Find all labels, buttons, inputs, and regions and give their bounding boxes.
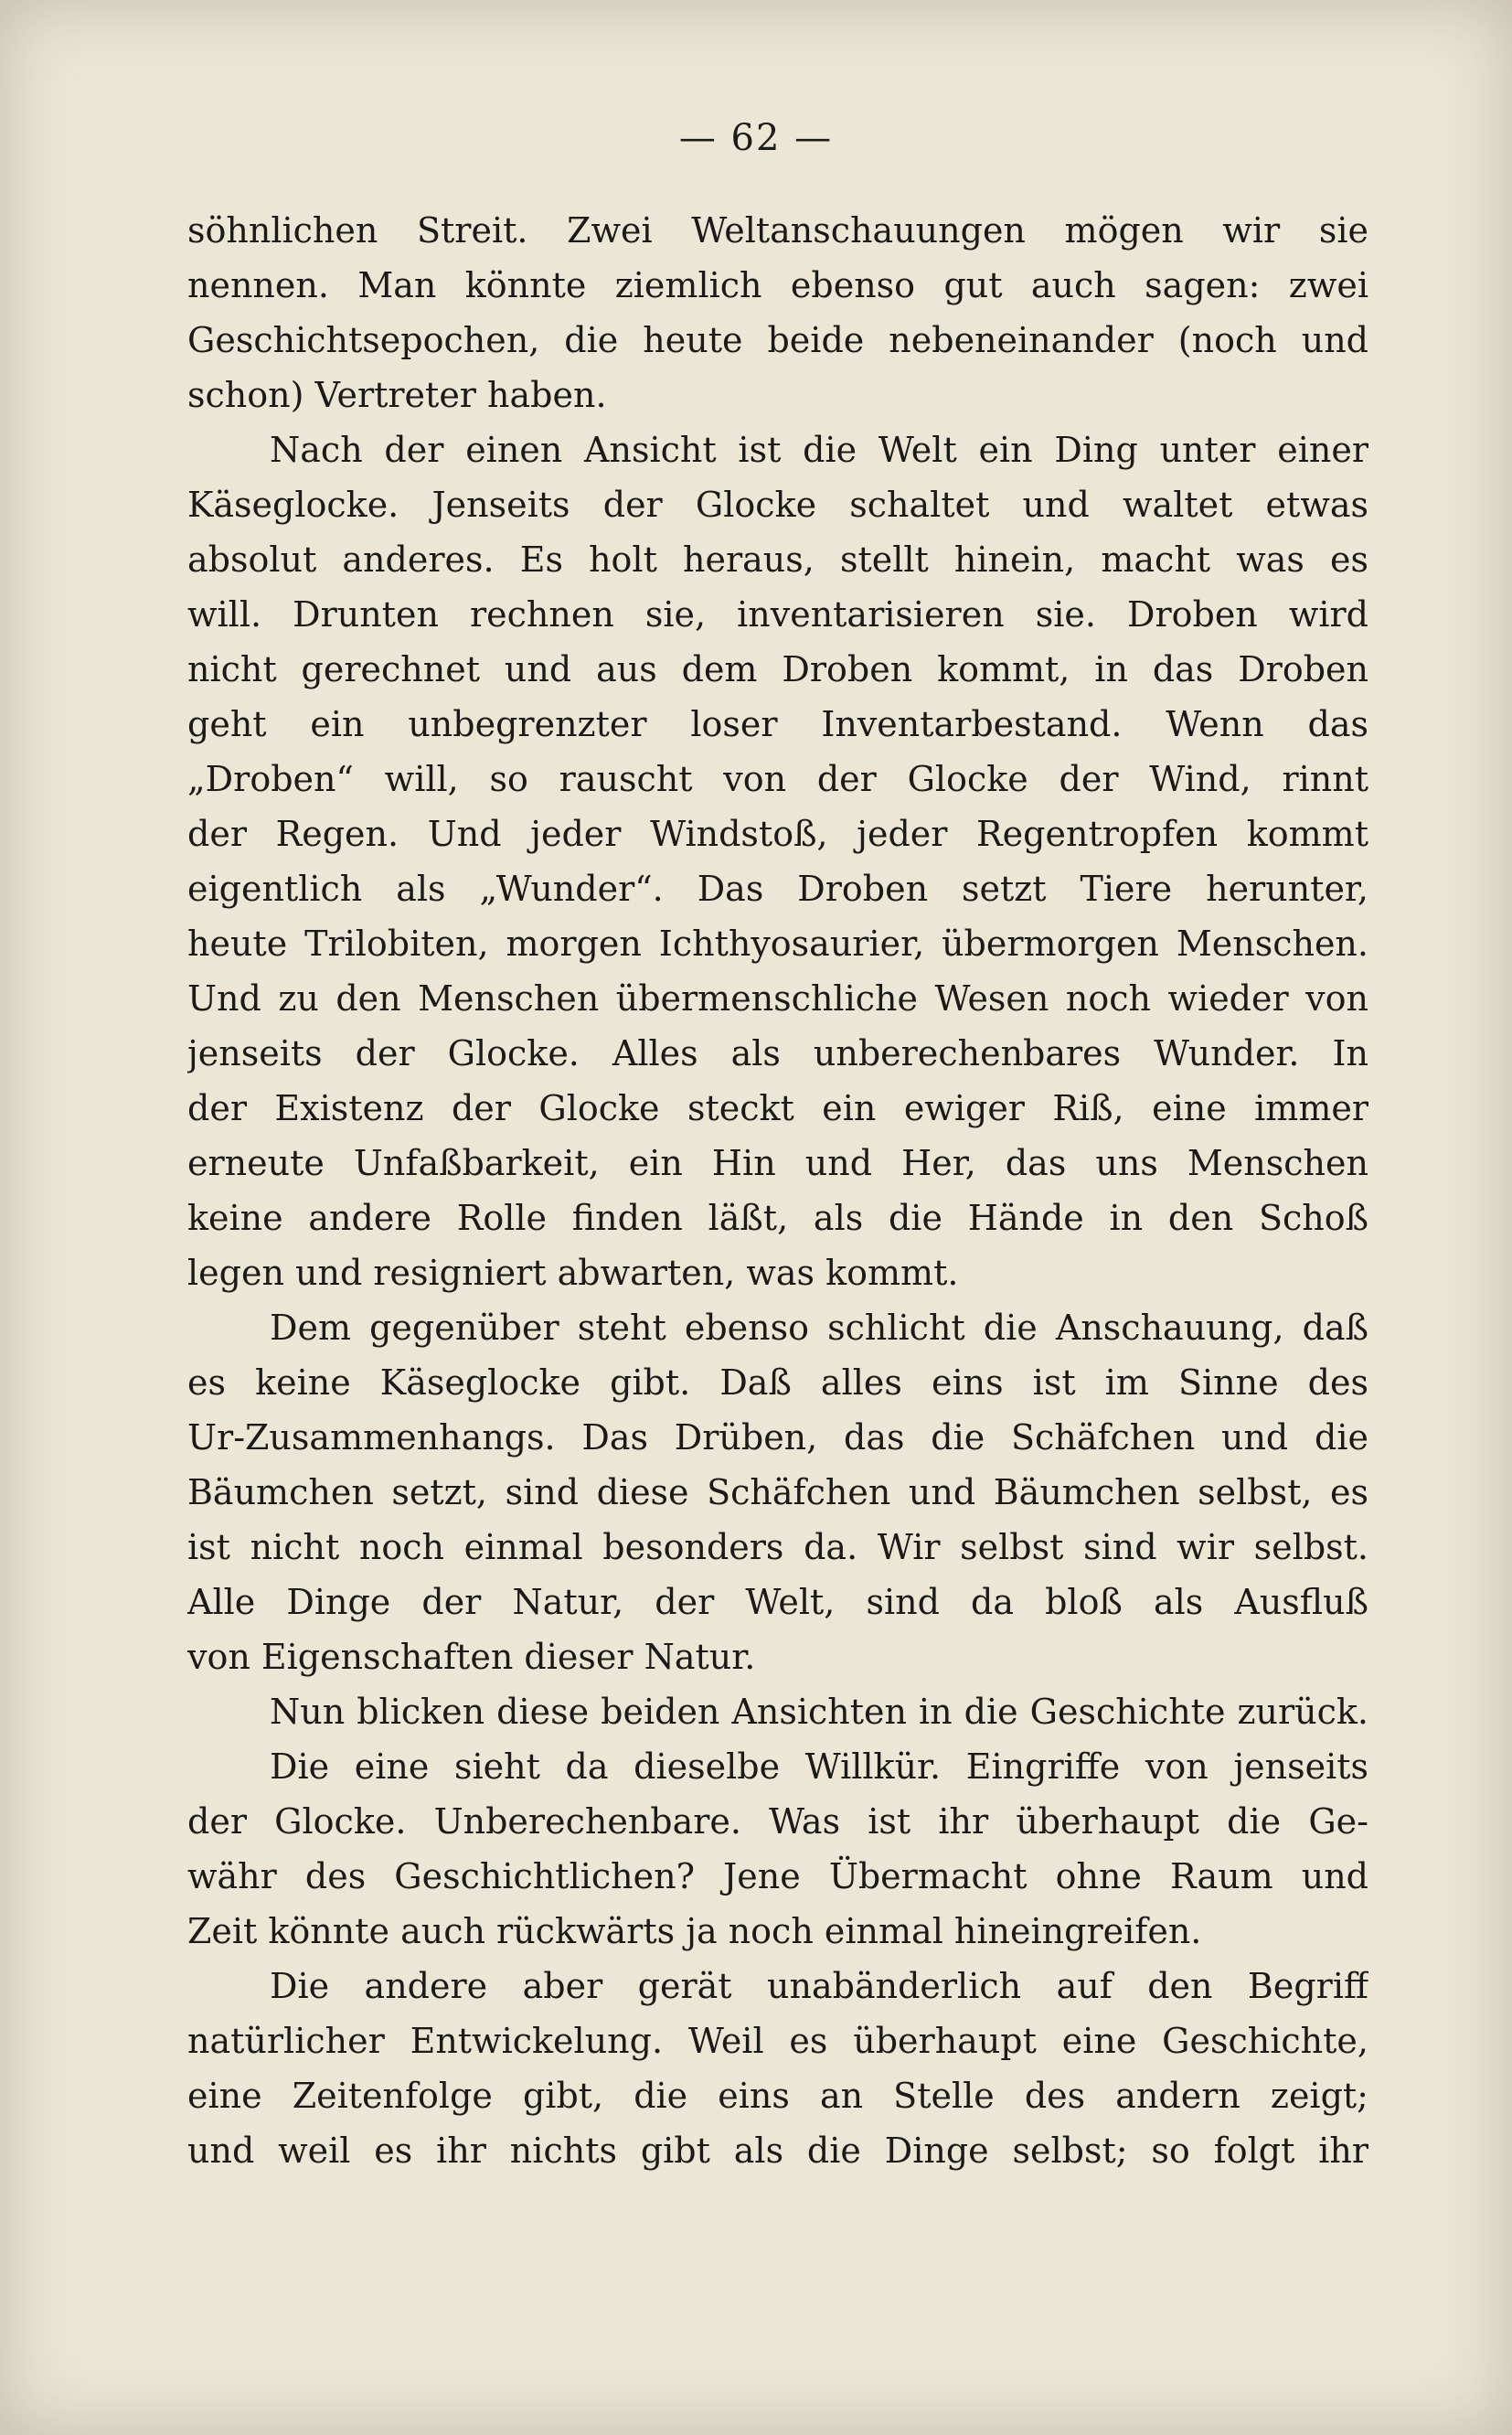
- text-line: keine andere Rolle finden läßt, als die Hände in den Schoß: [187, 1198, 1368, 1238]
- text-line: ist nicht noch einmal besonders da. Wir selbst sind wir selbst.: [187, 1527, 1368, 1567]
- text-line: Nach der einen Ansicht ist die Welt ein Ding unter einer: [270, 430, 1368, 470]
- text-line: eine Zeitenfolge gibt, die eins an Stelle des andern zeigt;: [187, 2076, 1368, 2116]
- text-line: und weil es ihr nichts gibt als die Dinge selbst; so folgt ihr: [187, 2131, 1368, 2171]
- text-line: Die eine sieht da dieselbe Willkür. Eingriffe von jenseits: [270, 1746, 1368, 1787]
- text-line: eigentlich als „Wunder“. Das Droben setzt Tiere herunter,: [187, 869, 1368, 909]
- text-line: „Droben“ will, so rauscht von der Glocke der Wind, rinnt: [187, 759, 1368, 799]
- text-line: legen und resigniert abwarten, was kommt.: [187, 1253, 959, 1293]
- text-line: Bäumchen setzt, sind diese Schäfchen und Bäumchen selbst, es: [187, 1472, 1368, 1512]
- text-line: geht ein unbegrenzter loser Inventarbestand. Wenn das: [187, 704, 1368, 744]
- text-line: währ des Geschichtlichen? Jene Übermacht ohne Raum und: [187, 1856, 1368, 1896]
- text-line: Käseglocke. Jenseits der Glocke schaltet und waltet etwas: [187, 485, 1368, 525]
- text-line: Nun blicken diese beiden Ansichten in die Geschichte zurück.: [270, 1692, 1368, 1732]
- text-line: will. Drunten rechnen sie, inventarisieren sie. Droben wird: [187, 594, 1368, 635]
- page-number: — 62 —: [678, 117, 834, 159]
- text-line: söhnlichen Streit. Zwei Weltanschauungen mögen wir sie: [187, 210, 1368, 251]
- text-line: schon) Vertreter haben.: [187, 375, 607, 415]
- body-text: [187, 203, 1368, 2178]
- text-line: Zeit könnte auch rückwärts ja noch einmal hineingreifen.: [187, 1911, 1202, 1951]
- text-line: der Existenz der Glocke steckt ein ewiger Riß, eine immer: [187, 1088, 1368, 1128]
- text-line: der Glocke. Unberechenbare. Was ist ihr überhaupt die Ge-: [187, 1801, 1368, 1842]
- text-line: absolut anderes. Es holt heraus, stellt hinein, macht was es: [187, 539, 1368, 580]
- text-line: nicht gerechnet und aus dem Droben kommt, in das Droben: [187, 649, 1368, 689]
- text-line: Und zu den Menschen übermenschliche Wesen noch wieder von: [187, 978, 1368, 1019]
- text-line: der Regen. Und jeder Windstoß, jeder Regentropfen kommt: [187, 814, 1368, 854]
- text-line: Ur-Zusammenhangs. Das Drüben, das die Schäfchen und die: [187, 1417, 1368, 1458]
- text-line: jenseits der Glocke. Alles als unberechenbares Wunder. In: [187, 1033, 1368, 1073]
- text-line: Alle Dinge der Natur, der Welt, sind da bloß als Ausfluß: [187, 1582, 1368, 1622]
- text-line: Dem gegenüber steht ebenso schlicht die Anschauung, daß: [270, 1308, 1368, 1348]
- text-line: heute Trilobiten, morgen Ichthyosaurier, übermorgen Menschen.: [187, 924, 1368, 964]
- text-line: von Eigenschaften dieser Natur.: [187, 1637, 756, 1677]
- text-line: nennen. Man könnte ziemlich ebenso gut auch sagen: zwei: [187, 265, 1368, 305]
- text-line: es keine Käseglocke gibt. Daß alles eins ist im Sinne des: [187, 1362, 1368, 1403]
- text-line: erneute Unfaßbarkeit, ein Hin und Her, das uns Menschen: [187, 1143, 1368, 1183]
- text-line: Geschichtsepochen, die heute beide nebeneinander (noch und: [187, 320, 1368, 360]
- text-line: natürlicher Entwickelung. Weil es überhaupt eine Geschichte,: [187, 2021, 1368, 2061]
- text-line: Die andere aber gerät unabänderlich auf den Begriff: [270, 1966, 1368, 2006]
